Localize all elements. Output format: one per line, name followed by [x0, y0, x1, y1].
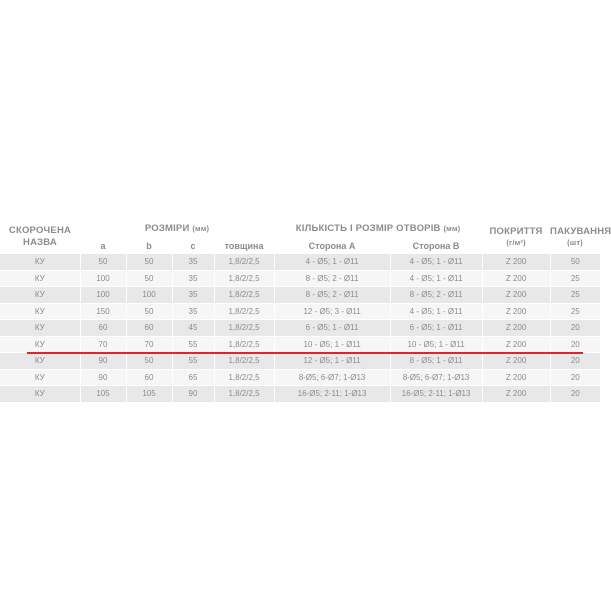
red-divider-line — [27, 352, 583, 354]
cell-side-a: 10 - Ø5; 1 - Ø11 — [274, 336, 390, 353]
cell-coating: Z 200 — [482, 303, 550, 320]
cell-c: 55 — [172, 353, 214, 370]
cell-a: 100 — [80, 270, 126, 287]
cell-side-b: 4 - Ø5; 1 - Ø11 — [390, 303, 482, 320]
cell-a: 90 — [80, 369, 126, 386]
header-holes: КІЛЬКІСТЬ І РОЗМІР ОТВОРІВ (мм) — [295, 222, 461, 234]
cell-side-b: 8 - Ø5; 2 - Ø11 — [390, 287, 482, 304]
cell-name: КУ — [0, 336, 80, 353]
table-row — [0, 287, 600, 304]
table-row — [0, 353, 600, 370]
cell-c: 35 — [172, 303, 214, 320]
header-thickness: товщина — [224, 240, 264, 251]
cell-b: 105 — [126, 386, 172, 403]
cell-name: КУ — [0, 270, 80, 287]
cell-name: КУ — [0, 386, 80, 403]
header-b: b — [146, 240, 152, 251]
header-coating: ПОКРИТТЯ (г/м²) — [489, 225, 543, 247]
cell-name: КУ — [0, 353, 80, 370]
cell-side-b: 8 - Ø5; 1 - Ø11 — [390, 353, 482, 370]
cell-packing: 20 — [550, 320, 600, 337]
cell-coating: Z 200 — [482, 254, 550, 270]
header-c: c — [190, 240, 196, 251]
cell-b: 50 — [126, 353, 172, 370]
cell-packing: 25 — [550, 303, 600, 320]
table-row — [0, 336, 600, 353]
cell-side-b: 4 - Ø5; 1 - Ø11 — [390, 254, 482, 270]
cell-thickness: 1,8/2/2,5 — [214, 254, 274, 270]
cell-b: 70 — [126, 336, 172, 353]
cell-side-a: 6 - Ø5; 1 - Ø11 — [274, 320, 390, 337]
cell-thickness: 1,8/2/2,5 — [214, 353, 274, 370]
cell-coating: Z 200 — [482, 336, 550, 353]
cell-name: КУ — [0, 287, 80, 304]
cell-b: 50 — [126, 303, 172, 320]
cell-c: 90 — [172, 386, 214, 403]
cell-c: 35 — [172, 254, 214, 270]
cell-b: 60 — [126, 320, 172, 337]
cell-thickness: 1,8/2/2,5 — [214, 320, 274, 337]
cell-b: 100 — [126, 287, 172, 304]
cell-side-a: 4 - Ø5; 1 - Ø11 — [274, 254, 390, 270]
header-a: a — [100, 240, 106, 251]
header-name: СКОРОЧЕНА НАЗВА — [8, 225, 72, 248]
cell-packing: 20 — [550, 386, 600, 403]
cell-side-a: 12 - Ø5; 3 - Ø11 — [274, 303, 390, 320]
cell-b: 50 — [126, 254, 172, 270]
table-row — [0, 386, 600, 403]
cell-name: КУ — [0, 369, 80, 386]
cell-a: 90 — [80, 353, 126, 370]
cell-a: 60 — [80, 320, 126, 337]
cell-thickness: 1,8/2/2,5 — [214, 287, 274, 304]
table-row — [0, 270, 600, 287]
table-header — [0, 219, 611, 254]
header-side-a: Сторона А — [308, 240, 356, 251]
cell-coating: Z 200 — [482, 287, 550, 304]
cell-side-a: 8-Ø5; 6-Ø7; 1-Ø13 — [274, 369, 390, 386]
cell-side-a: 8 - Ø5; 2 - Ø11 — [274, 270, 390, 287]
cell-side-b: 10 - Ø5; 1 - Ø11 — [390, 336, 482, 353]
cell-thickness: 1,8/2/2,5 — [214, 270, 274, 287]
cell-name: КУ — [0, 254, 80, 270]
cell-side-b: 4 - Ø5; 1 - Ø11 — [390, 270, 482, 287]
table-body — [0, 254, 600, 402]
table-row — [0, 254, 600, 270]
cell-name: КУ — [0, 320, 80, 337]
cell-packing: 20 — [550, 369, 600, 386]
table-row — [0, 303, 600, 320]
header-packing: ПАКУВАННЯ (шт) — [550, 225, 611, 247]
cell-side-b: 16-Ø5; 2-11; 1-Ø13 — [390, 386, 482, 403]
cell-a: 150 — [80, 303, 126, 320]
cell-coating: Z 200 — [482, 369, 550, 386]
table-row — [0, 320, 600, 337]
cell-a: 70 — [80, 336, 126, 353]
cell-side-a: 8 - Ø5; 2 - Ø11 — [274, 287, 390, 304]
cell-thickness: 1,8/2/2,5 — [214, 386, 274, 403]
cell-side-a: 16-Ø5; 2-11; 1-Ø13 — [274, 386, 390, 403]
cell-b: 50 — [126, 270, 172, 287]
cell-thickness: 1,8/2/2,5 — [214, 369, 274, 386]
cell-c: 65 — [172, 369, 214, 386]
cell-side-b: 6 - Ø5; 1 - Ø11 — [390, 320, 482, 337]
cell-packing: 20 — [550, 353, 600, 370]
cell-coating: Z 200 — [482, 353, 550, 370]
cell-coating: Z 200 — [482, 386, 550, 403]
header-side-b: Сторона В — [412, 240, 460, 251]
cell-packing: 25 — [550, 270, 600, 287]
cell-c: 35 — [172, 287, 214, 304]
cell-b: 60 — [126, 369, 172, 386]
cell-a: 100 — [80, 287, 126, 304]
cell-packing: 50 — [550, 254, 600, 270]
header-dimensions: РОЗМІРИ (мм) — [144, 222, 210, 234]
cell-side-b: 8-Ø5; 6-Ø7; 1-Ø13 — [390, 369, 482, 386]
cell-side-a: 12 - Ø5; 1 - Ø11 — [274, 353, 390, 370]
cell-coating: Z 200 — [482, 320, 550, 337]
specification-table — [0, 219, 611, 403]
cell-a: 105 — [80, 386, 126, 403]
cell-packing: 20 — [550, 336, 600, 353]
cell-c: 45 — [172, 320, 214, 337]
table-row — [0, 369, 600, 386]
cell-thickness: 1,8/2/2,5 — [214, 336, 274, 353]
cell-c: 55 — [172, 336, 214, 353]
cell-a: 50 — [80, 254, 126, 270]
cell-c: 35 — [172, 270, 214, 287]
cell-thickness: 1,8/2/2,5 — [214, 303, 274, 320]
cell-packing: 25 — [550, 287, 600, 304]
cell-name: КУ — [0, 303, 80, 320]
cell-coating: Z 200 — [482, 270, 550, 287]
